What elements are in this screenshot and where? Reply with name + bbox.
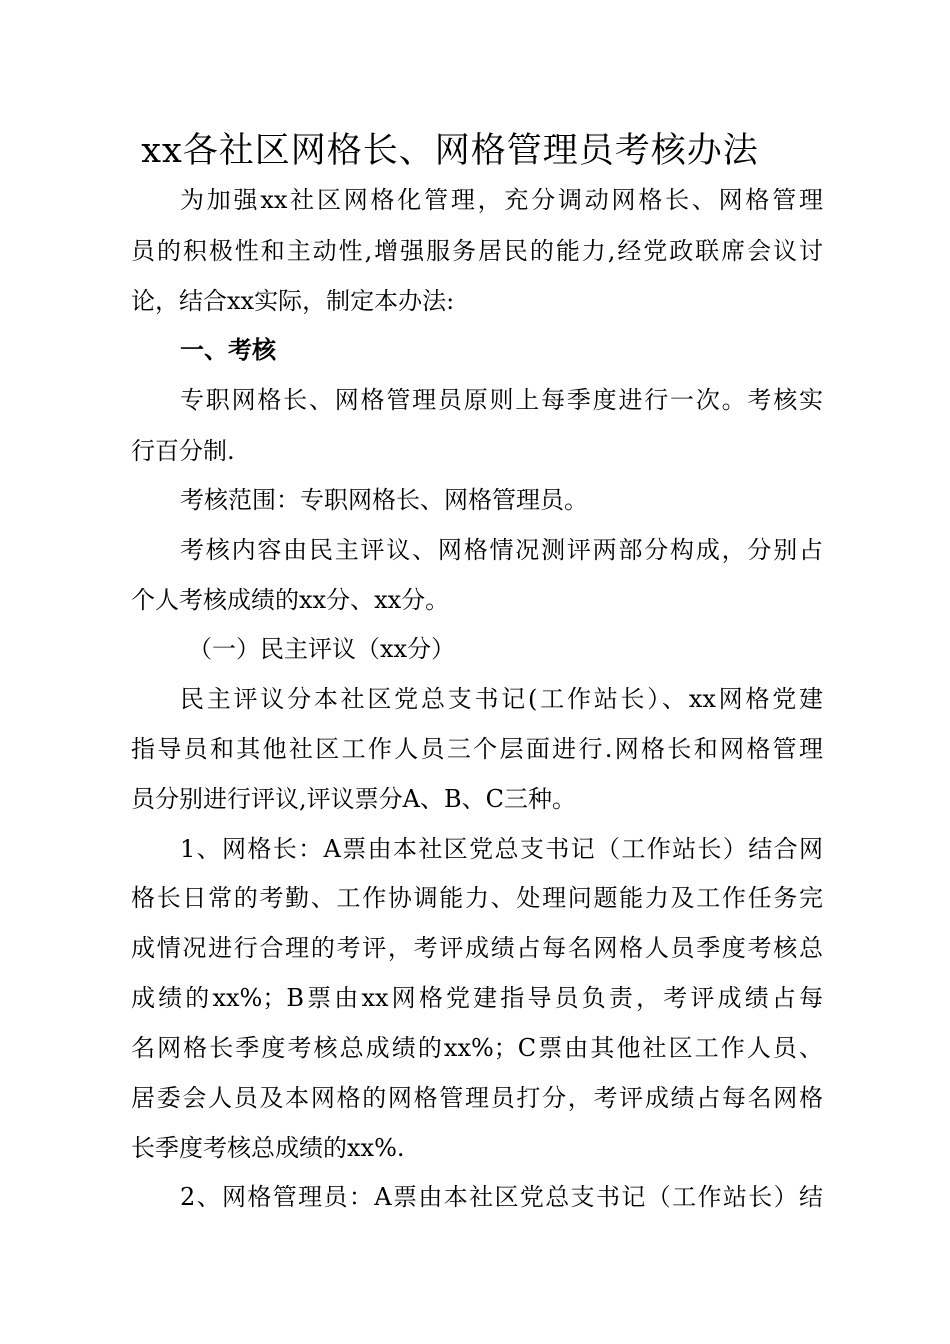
paragraph-line: 民主评议分本社区党总支书记(工作站长）、xx网格党建 xyxy=(180,685,823,713)
paragraph-line: 员的积极性和主动性,增强服务居民的能力,经党政联席会议讨 xyxy=(131,237,823,265)
paragraph-line: 行百分制. xyxy=(131,437,235,465)
paragraph-line: 2、网格管理员：A票由本社区党总支书记（工作站长）结 xyxy=(180,1183,823,1211)
paragraph-line: 成绩的xx%；B票由xx网格党建指导员负责，考评成绩占每 xyxy=(131,984,823,1012)
paragraph-line: 为加强xx社区网格化管理，充分调动网格长、网格管理 xyxy=(180,186,823,214)
document-title: xx各社区网格长、网格管理员考核办法 xyxy=(141,131,759,171)
paragraph-line: 名网格长季度考核总成绩的xx%；C票由其他社区工作人员、 xyxy=(131,1034,823,1062)
sub-heading: （一）民主评议（xx分） xyxy=(188,635,456,663)
paragraph-line: 考核内容由民主评议、网格情况测评两部分构成，分别占 xyxy=(180,536,823,564)
paragraph-line: 长季度考核总成绩的xx%. xyxy=(131,1134,405,1162)
paragraph-line: 居委会人员及本网格的网格管理员打分，考评成绩占每名网格 xyxy=(131,1084,823,1112)
paragraph-line: 指导员和其他社区工作人员三个层面进行.网格长和网格管理 xyxy=(131,735,823,763)
paragraph-line: 论，结合xx实际，制定本办法: xyxy=(131,287,455,315)
paragraph-line: 1、网格长：A票由本社区党总支书记（工作站长）结合网 xyxy=(180,835,823,863)
paragraph-line: 考核范围：专职网格长、网格管理员。 xyxy=(180,486,588,514)
paragraph-line: 专职网格长、网格管理员原则上每季度进行一次。考核实 xyxy=(180,386,823,414)
paragraph-line: 个人考核成绩的xx分、xx分。 xyxy=(131,586,450,614)
section-heading: 一、考核 xyxy=(180,336,276,364)
paragraph-line: 格长日常的考勤、工作协调能力、处理问题能力及工作任务完 xyxy=(131,884,823,912)
paragraph-line: 成情况进行合理的考评，考评成绩占每名网格人员季度考核总 xyxy=(131,934,823,962)
paragraph-line: 员分别进行评议,评议票分A、B、C三种。 xyxy=(131,785,576,813)
